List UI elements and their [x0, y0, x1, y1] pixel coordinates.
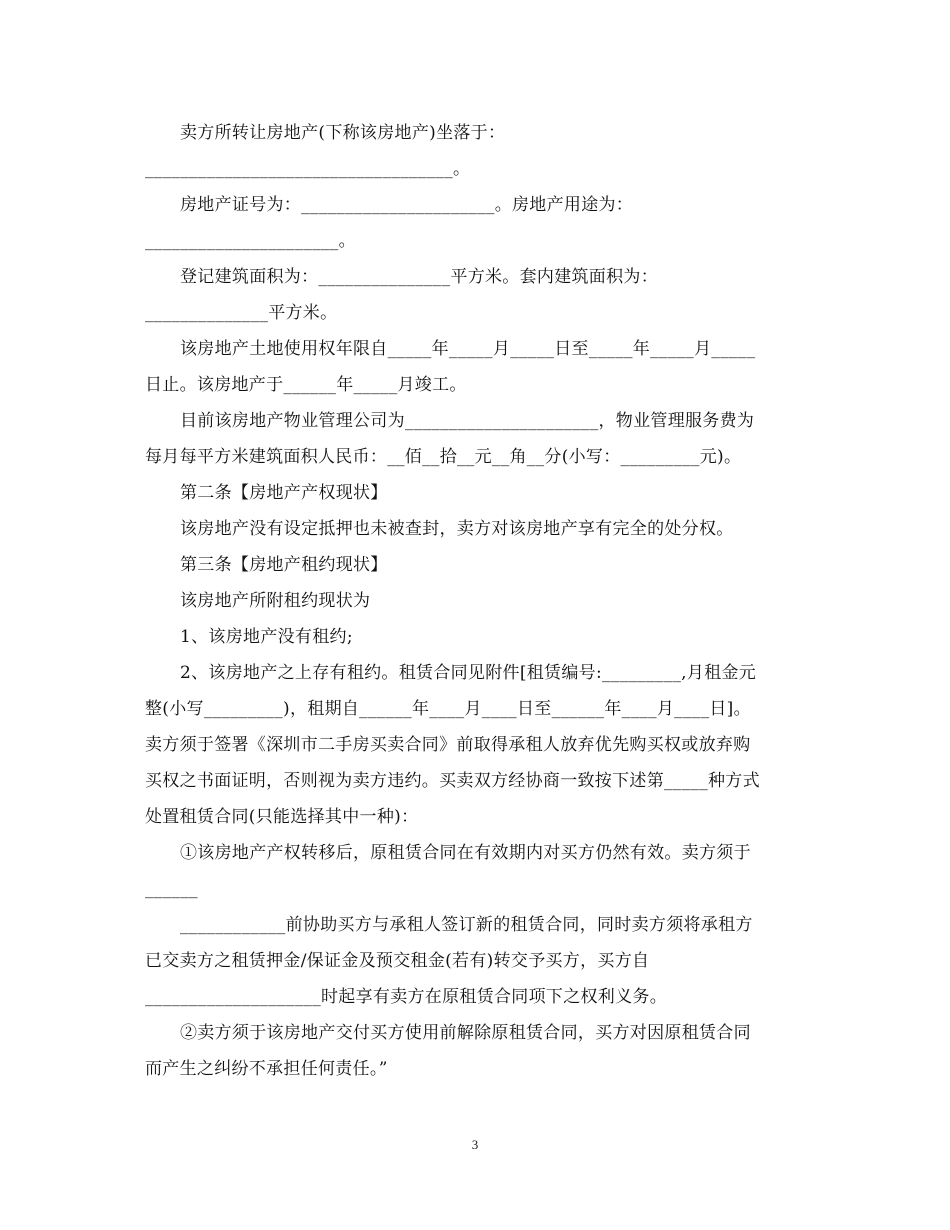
- paragraph-property-management: 目前该房地产物业管理公司为______________________，物业管理服务费为: [180, 411, 755, 431]
- page-number: 3: [471, 1137, 479, 1152]
- line-no-liability: 而产生之纠纷不承担任何责任。”: [145, 1059, 388, 1079]
- list-item-no-lease: 1、该房地产没有租约;: [180, 627, 353, 647]
- line-rights-obligations: ____________________时起享有卖方在原租赁合同项下之权利义务。: [145, 987, 667, 1007]
- line-deposit-transfer: 已交卖方之租赁押金/保证金及预交租金(若有)转交予买方，买方自: [145, 951, 650, 971]
- list-item-existing-lease: 2、该房地产之上存有租约。租赁合同见附件[租赁编号:_________,月租金元: [180, 663, 757, 683]
- blank-location: ___________________________________。: [145, 159, 471, 179]
- paragraph-property-location: 卖方所转让房地产(下称该房地产)坐落于：: [180, 123, 506, 143]
- paragraph-lease-status: 该房地产所附租约现状为: [180, 591, 371, 611]
- section-heading-article-2: 第二条【房地产产权现状】: [180, 483, 388, 503]
- line-new-lease: ____________前协助买方与承租人签订新的租赁合同，同时卖方须将承租方: [180, 915, 753, 935]
- option-2-paragraph: ②卖方须于该房地产交付买方使用前解除原租赁合同，买方对因原租赁合同: [180, 1023, 751, 1043]
- paragraph-ownership-status: 该房地产没有设定抵押也未被查封，卖方对该房地产享有完全的处分权。: [180, 519, 734, 539]
- line-seller-obligation: 卖方须于签署《深圳市二手房买卖合同》前取得承租人放弃优先购买权或放弃购: [145, 735, 751, 755]
- line-written-proof: 买权之书面证明，否则视为卖方违约。买卖双方经协商一致按下述第_____种方式: [145, 771, 760, 791]
- option-1-paragraph: ①该房地产产权转移后，原租赁合同在有效期内对买方仍然有效。卖方须于: [180, 843, 751, 863]
- paragraph-certificate-number: 房地产证号为：______________________。房地产用途为：: [180, 195, 634, 215]
- blank-option-1: ______: [145, 879, 198, 899]
- blank-usage: ______________________。: [145, 231, 356, 251]
- section-heading-article-3: 第三条【房地产租约现状】: [180, 555, 388, 575]
- line-lease-term: 整(小写_________)，租期自______年____月____日至______年____月____日]。: [145, 699, 751, 719]
- line-management-fee: 每月每平方米建筑面积人民币：__佰__拾__元__角__分(小写：_________元)。: [145, 447, 742, 467]
- blank-inner-area: ______________平方米。: [145, 303, 338, 323]
- line-completion-date: 日止。该房地产于______年_____月竣工。: [145, 375, 467, 395]
- paragraph-land-use-term: 该房地产土地使用权年限自_____年_____月_____日至_____年_____月_____: [180, 339, 756, 359]
- line-lease-handling: 处置租赁合同(只能选择其中一种)：: [145, 807, 419, 827]
- paragraph-building-area: 登记建筑面积为：_______________平方米。套内建筑面积为：: [180, 267, 658, 287]
